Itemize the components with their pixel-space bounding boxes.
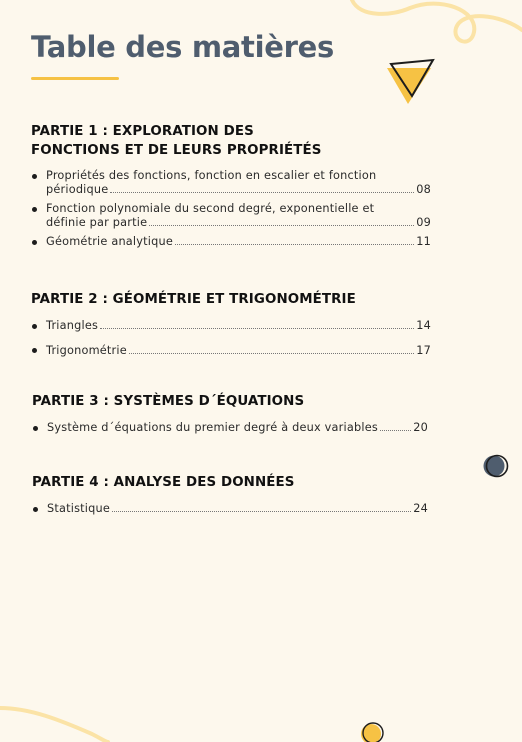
toc-entry[interactable]: Triangles 14 [31, 319, 431, 333]
page-number: 08 [416, 182, 431, 196]
page-number: 11 [416, 235, 431, 248]
toc-entry[interactable]: Trigonométrie 17 [31, 344, 431, 358]
toc-entry[interactable]: Système d´équations du premier degré à deux variables 20 [32, 421, 428, 435]
page-title: Table des matières [31, 30, 334, 64]
bullet-icon [33, 426, 38, 431]
dot-leader [110, 192, 414, 193]
part-heading: PARTIE 2 : GÉOMÉTRIE ET TRIGONOMÉTRIE [31, 292, 356, 307]
yellow-triangle-icon [387, 60, 433, 104]
part-heading: PARTIE 1 : EXPLORATION DES FONCTIONS ET DE LEURS PROPRIÉTÉS [31, 124, 322, 158]
page-number: 14 [416, 319, 431, 332]
top-swirl-line [352, 0, 522, 42]
bottom-swirl-line [0, 708, 108, 742]
part-heading: PARTIE 4 : ANALYSE DES DONNÉES [32, 475, 295, 490]
bullet-icon [32, 174, 37, 179]
bullet-icon [32, 207, 37, 212]
dot-leader [129, 353, 414, 354]
dot-leader [100, 328, 414, 329]
toc-entry[interactable]: Propriétés des fonctions, fonction en escalier et fonction périodique 08 [31, 169, 431, 196]
title-underline [31, 77, 119, 80]
entry-list [31, 319, 431, 357]
bullet-icon [33, 507, 38, 512]
toc-entry[interactable]: Géométrie analytique 11 [31, 235, 431, 249]
page-number: 09 [416, 215, 431, 229]
bullet-icon [32, 324, 37, 329]
toc-entry[interactable]: Statistique 24 [32, 502, 428, 516]
page-number: 24 [413, 502, 428, 515]
part-heading: PARTIE 3 : SYSTÈMES D´ÉQUATIONS [32, 394, 305, 409]
toc-entry[interactable]: Fonction polynomiale du second degré, exponentielle et définie par partie 09 [31, 202, 431, 229]
page-number: 17 [416, 343, 431, 357]
dot-leader [112, 511, 411, 512]
slate-circle-icon [484, 456, 508, 477]
dot-leader [149, 225, 414, 226]
entry-list [32, 502, 428, 516]
bullet-icon [32, 348, 37, 353]
dot-leader [380, 430, 411, 431]
dot-leader [175, 244, 414, 245]
yellow-circle-icon [361, 723, 383, 742]
part-2 [31, 290, 431, 357]
page-number: 20 [413, 421, 428, 434]
part-3 [32, 392, 428, 435]
entry-list [31, 169, 431, 249]
part-4 [32, 473, 428, 516]
entry-list [32, 421, 428, 435]
bullet-icon [32, 240, 37, 245]
part-1 [31, 122, 431, 249]
